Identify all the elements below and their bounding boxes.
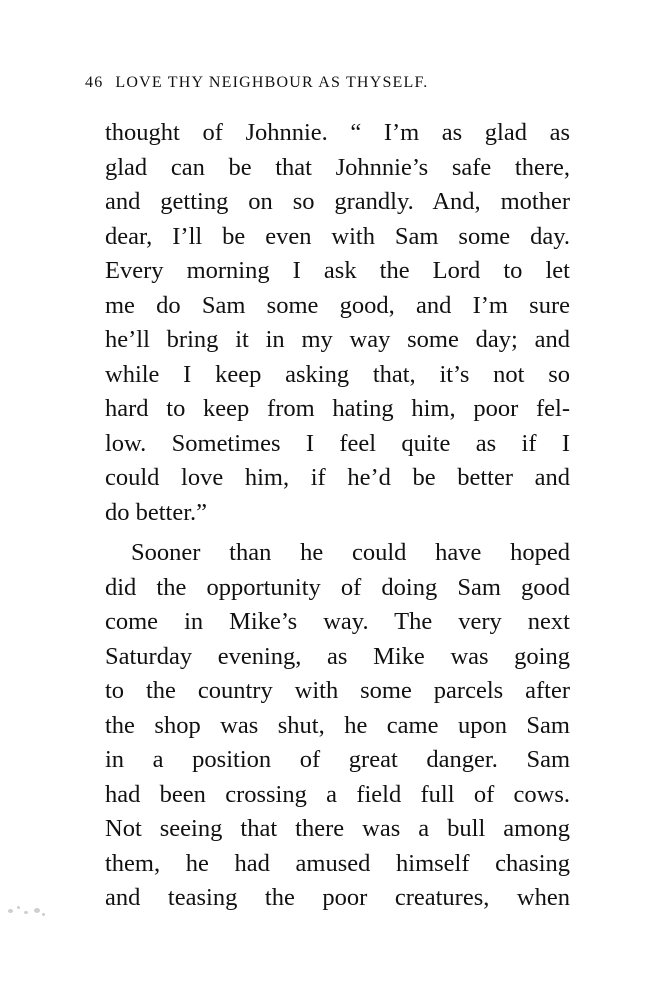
text-line: and getting on so grandly. And, mother (105, 188, 570, 215)
page-number: 46 (85, 74, 104, 91)
text-line: low. Sometimes I feel quite as if I (105, 429, 570, 457)
text-line: them, he had amused himself chasing (105, 849, 570, 877)
text-line: me do Sam some good, and I’m sure (105, 291, 570, 319)
text-line: he’ll bring it in my way some day; and (105, 326, 570, 353)
text-line: dear, I’ll be even with Sam some day. (105, 222, 570, 250)
text-line: while I keep asking that, it’s not so (105, 360, 570, 388)
text-line: the shop was shut, he came upon Sam (105, 711, 570, 739)
text-line: could love him, if he’d be better and (105, 464, 570, 491)
paragraph-1 (105, 116, 570, 530)
running-header (85, 74, 535, 98)
running-title: LOVE THY NEIGHBOUR AS THYSELF. (115, 74, 429, 91)
text-line: did the opportunity of doing Sam good (105, 573, 570, 601)
text-line: in a position of great danger. Sam (105, 746, 570, 773)
text-line: Sooner than he could have hoped (131, 539, 570, 566)
text-line: hard to keep from hating him, poor fel- (105, 395, 570, 422)
text-line: come in Mike’s way. The very next (105, 608, 570, 635)
text-line: Saturday evening, as Mike was going (105, 642, 570, 670)
text-line: to the country with some parcels after (105, 677, 570, 704)
text-line: Every morning I ask the Lord to let (105, 257, 570, 284)
paper-blemish (8, 905, 48, 919)
text-line: Not seeing that there was a bull among (105, 815, 570, 842)
text-line: had been crossing a field full of cows. (105, 780, 570, 808)
text-line: glad can be that Johnnie’s safe there, (105, 153, 570, 181)
paragraph-2 (105, 536, 570, 916)
text-line: and teasing the poor creatures, when (105, 884, 570, 911)
body-text (105, 116, 570, 916)
text-line: do better.” (105, 498, 208, 526)
text-line: thought of Johnnie. “ I’m as glad as (105, 119, 570, 146)
